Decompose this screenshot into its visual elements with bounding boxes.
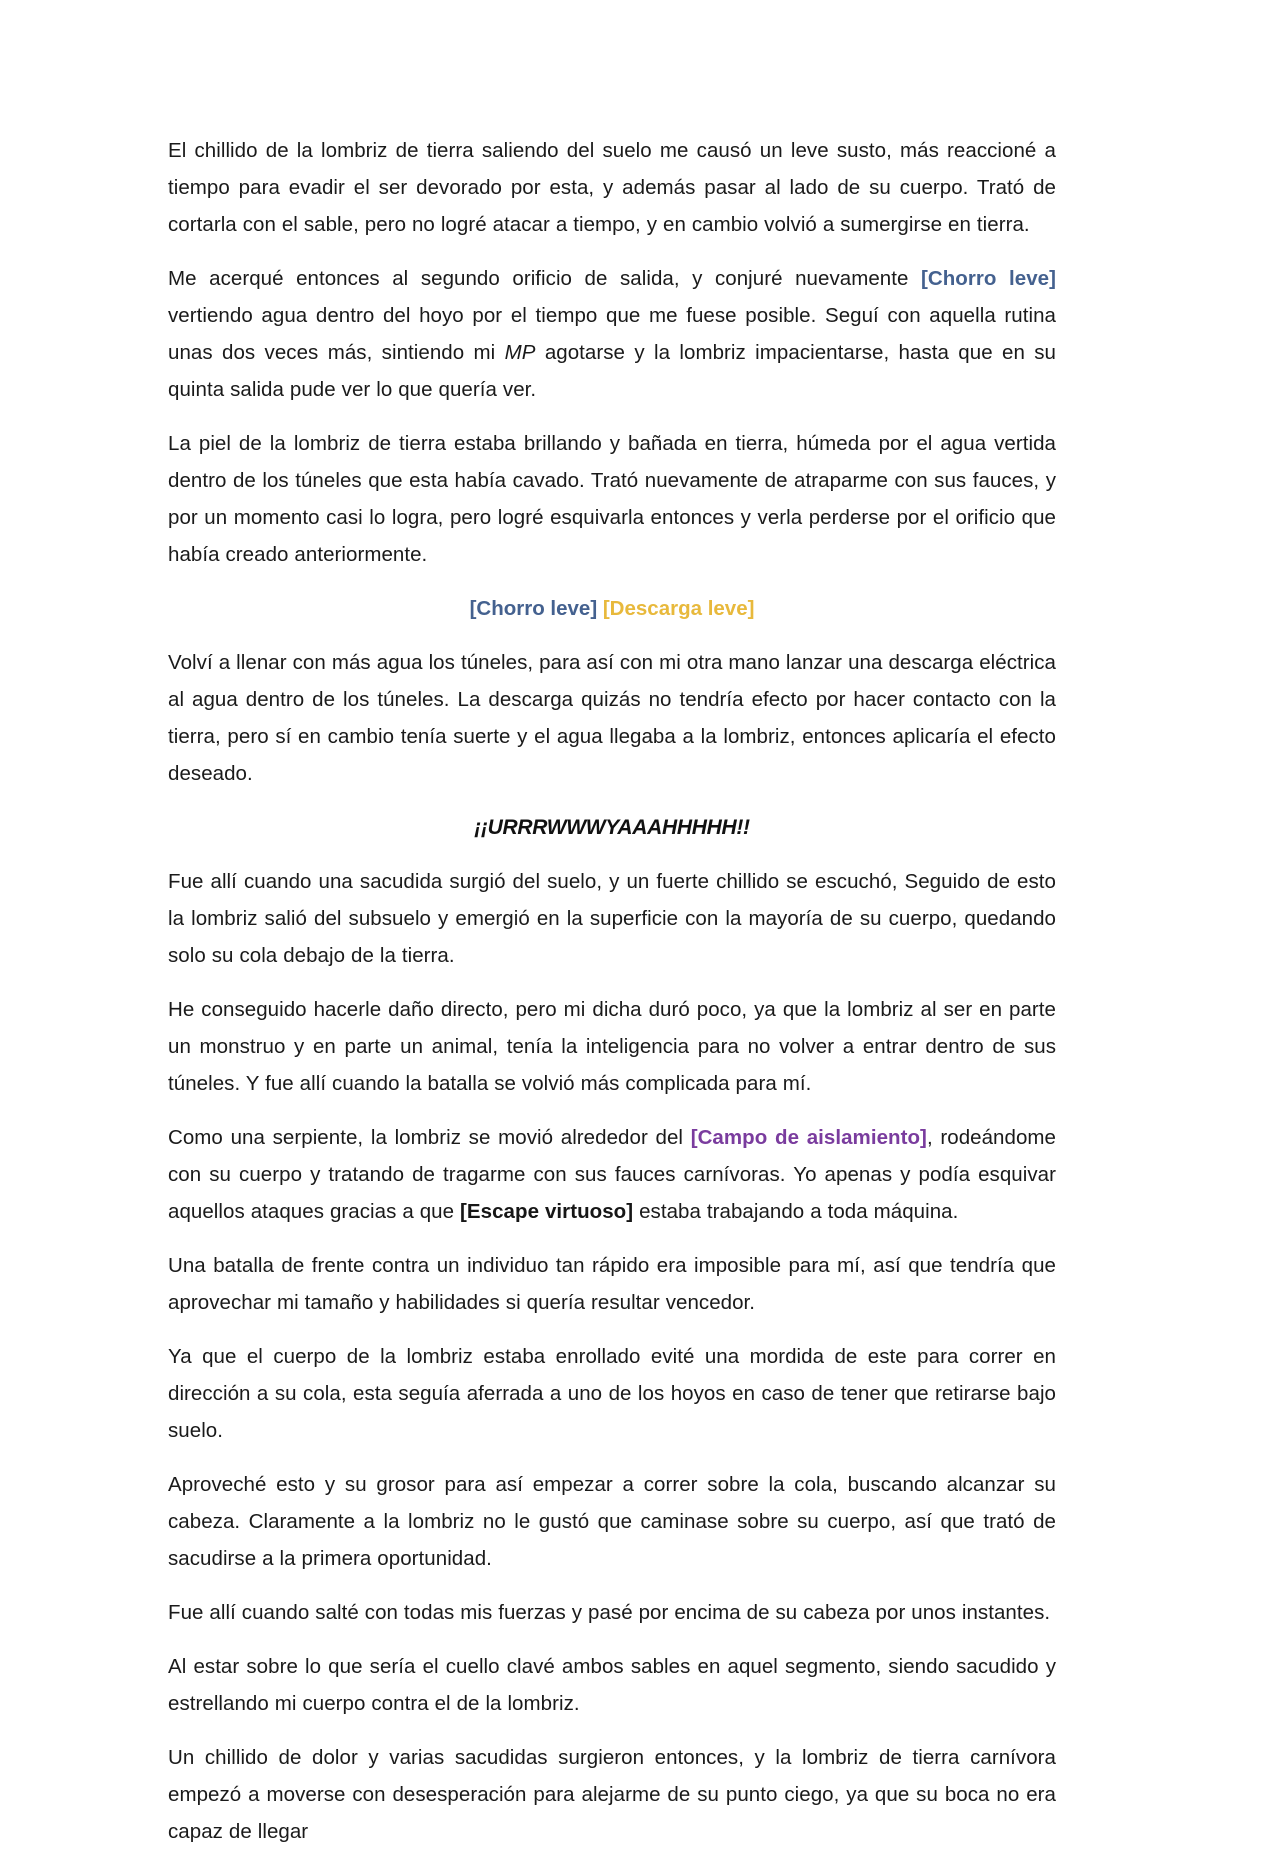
shout-line [168,809,1056,846]
body-paragraph [168,1594,1056,1631]
text-run: Un chillido de dolor y varias sacudidas surgieron entonces, y la lombriz de tierra carnívora empezó a moverse con desesperación para alejarme de su punto ciego, ya que su boca no era capaz de llegar [168,1746,1056,1843]
text-run: El chillido de la lombriz de tierra saliendo del suelo me causó un leve susto, más reaccioné a tiempo para evadir el ser devorado por esta, y además pasar al lado de su cuerpo. Trató de cortarla con el sable, pero no logré atacar a tiempo, y en cambio volvió a sumergirse en tierra. [168,139,1056,236]
text-run: Fue allí cuando una sacudida surgió del suelo, y un fuerte chillido se escuchó, Seguido de esto la lombriz salió del subsuelo y emergió en la superficie con la mayoría de su cuerpo, quedando solo su cola debajo de la tierra. [168,870,1056,967]
spell-name: [Chorro leve] [920,267,1056,290]
shout-text: ¡¡URRRWWWYAAAHHHHH!! [474,816,750,839]
centered-spell-line [168,590,1056,627]
body-paragraph [168,132,1056,243]
spell-name: [Campo de aislamiento] [690,1126,927,1149]
text-run: Fue allí cuando salté con todas mis fuerzas y pasé por encima de su cabeza por unos instantes. [168,1601,1051,1624]
text-run: Me acerqué entonces al segundo orificio de salida, y conjuré nuevamente [168,267,921,290]
spell-name: [Chorro leve] [469,597,598,620]
spell-name: [Descarga leve] [602,597,755,620]
spell-name: [Escape virtuoso] [460,1200,634,1223]
text-run: Aproveché esto y su grosor para así empezar a correr sobre la cola, buscando alcanzar su cabeza. Claramente a la lombriz no le gustó que caminase sobre su cuerpo, así que trató de sacudirse a la primera oportunidad. [168,1473,1056,1570]
body-paragraph [168,1247,1056,1321]
body-paragraph [168,1338,1056,1449]
text-run: Ya que el cuerpo de la lombriz estaba enrollado evité una mordida de este para correr en dirección a su cola, esta seguía aferrada a uno de los hoyos en caso de tener que retirarse bajo suelo. [168,1345,1056,1442]
text-run: Al estar sobre lo que sería el cuello clavé ambos sables en aquel segmento, siendo sacudido y estrellando mi cuerpo contra el de la lombriz. [168,1655,1056,1715]
text-run: agotarse y la lombriz impacientarse, hasta que en su quinta salida pude ver lo que quería ver. [168,341,1056,401]
body-paragraph [168,1648,1056,1722]
text-run: Como una serpiente, la lombriz se movió alrededor del [168,1126,691,1149]
body-paragraph [168,863,1056,974]
text-run: He conseguido hacerle daño directo, pero mi dicha duró poco, ya que la lombriz al ser en parte un monstruo y en parte un animal, tenía la inteligencia para no volver a entrar dentro de sus túneles. Y fue allí cuando la batalla se volvió más complicada para mí. [168,998,1056,1095]
document-body [168,132,1056,1867]
text-run: , rodeándome con su cuerpo y tratando de tragarme con sus fauces carnívoras. Yo apenas y podía esquivar aquellos ataques gracias a que [168,1126,1056,1223]
text-run: Una batalla de frente contra un individuo tan rápido era imposible para mí, así que tendría que aprovechar mi tamaño y habilidades si quería resultar vencedor. [168,1254,1056,1314]
body-paragraph [168,1119,1056,1230]
text-run: vertiendo agua dentro del hoyo por el tiempo que me fuese posible. Seguí con aquella rutina unas dos veces más, sintiendo mi [168,304,1056,364]
text-run: estaba trabajando a toda máquina. [633,1200,959,1223]
body-paragraph [168,425,1056,573]
emphasis-text: MP [504,341,536,364]
text-run: Volví a llenar con más agua los túneles, para así con mi otra mano lanzar una descarga eléctrica al agua dentro de los túneles. La descarga quizás no tendría efecto por hacer contacto con la tierra, pero sí en cambio tenía suerte y el agua llegaba a la lombriz, entonces aplicaría el efecto deseado. [168,651,1056,785]
body-paragraph [168,1466,1056,1577]
text-run: La piel de la lombriz de tierra estaba brillando y bañada en tierra, húmeda por el agua vertida dentro de los túneles que esta había cavado. Trató nuevamente de atraparme con sus fauces, y por un momento casi lo logra, pero logré esquivarla entonces y verla perderse por el orificio que había creado anteriormente. [168,432,1056,566]
body-paragraph [168,1739,1056,1850]
body-paragraph [168,260,1056,408]
body-paragraph [168,991,1056,1102]
body-paragraph [168,644,1056,792]
